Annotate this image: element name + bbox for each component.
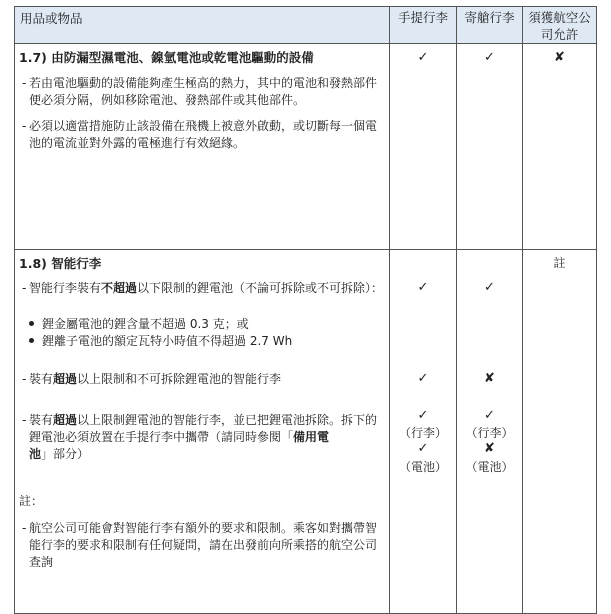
list-item: 鋰離子電池的額定瓦特小時值不得超過 2.7 Wh <box>29 333 384 350</box>
row-1-8-paragraph-2: - 裝有超過以上限制和不可拆除鋰電池的智能行李 <box>22 372 282 386</box>
check-icon: ✓ <box>417 50 429 65</box>
header-item: 用品或物品 <box>15 7 390 44</box>
luggage-label: （行李） <box>398 426 447 440</box>
check-icon: ✓ <box>417 441 429 456</box>
table-row-1-8 <box>15 250 597 614</box>
table-row-1-7 <box>15 44 597 250</box>
row-1-8-approval <box>523 250 597 614</box>
table-header-row <box>15 7 597 44</box>
row-1-7-description <box>15 44 390 250</box>
row-1-8-description <box>15 250 390 614</box>
row-1-7-carry-on <box>390 44 457 250</box>
row-1-8-title: 1.8) 智能行李 <box>19 256 102 271</box>
row-1-8-carry-on <box>390 250 457 614</box>
check-icon: ✓ <box>484 50 495 65</box>
check-icon: ✓ <box>484 280 495 295</box>
luggage-label: （行李） <box>465 426 514 440</box>
row-1-8-bullet-list <box>29 316 384 350</box>
check-icon: ✓ <box>417 408 429 423</box>
note-heading: 註： <box>19 494 44 508</box>
cross-icon: ✘ <box>484 371 495 386</box>
row-1-8-note-text: - 航空公司可能會對智能行李有額外的要求和限制。乘客如對攜帶智能行李的要求和限制有任何疑問，請在出發前向所乘搭的航空公司查詢 <box>22 521 378 569</box>
battery-label: （電池） <box>465 460 514 474</box>
check-icon: ✓ <box>417 280 429 295</box>
cross-icon: ✘ <box>484 441 495 456</box>
row-1-8-checked <box>457 250 523 614</box>
header-approval: 須獲航空公司允許 <box>523 7 597 44</box>
row-1-8-paragraph-1: - 智能行李裝有不超過以下限制的鋰電池（不論可拆除或不可拆除）： <box>22 281 384 295</box>
row-1-7-checked <box>457 44 523 250</box>
battery-label: （電池） <box>398 460 447 474</box>
note-label: 註 <box>553 256 566 270</box>
row-1-7-approval <box>523 44 597 250</box>
dangerous-goods-table <box>14 6 597 614</box>
row-1-7-paragraph-2: - 必須以適當措施防止該設備在飛機上被意外啟動，或切斷每一個電池的電流並對外露的電極進行有效絕緣。 <box>22 119 378 150</box>
check-icon: ✓ <box>417 371 429 386</box>
row-1-7-title: 1.7) 由防漏型濕電池、鎳氫電池或乾電池驅動的設備 <box>19 50 314 65</box>
row-1-7-paragraph-1: - 若由電池驅動的設備能夠產生極高的熱力，其中的電池和發熱部件便必須分隔，例如移除電池、發熱部件或其他部件。 <box>22 76 378 107</box>
check-icon: ✓ <box>484 408 495 423</box>
row-1-8-paragraph-3: - 裝有超過以上限制鋰電池的智能行李，並已把鋰電池拆除。拆下的鋰電池必須放置在手提行李中攜帶（請同時參閱「備用電池」部分） <box>22 413 378 461</box>
header-checked: 寄艙行李 <box>457 7 523 44</box>
list-item: 鋰金屬電池的鋰含量不超過 0.3 克；或 <box>29 316 384 333</box>
header-carry-on: 手提行李 <box>390 7 457 44</box>
cross-icon: ✘ <box>554 50 565 65</box>
